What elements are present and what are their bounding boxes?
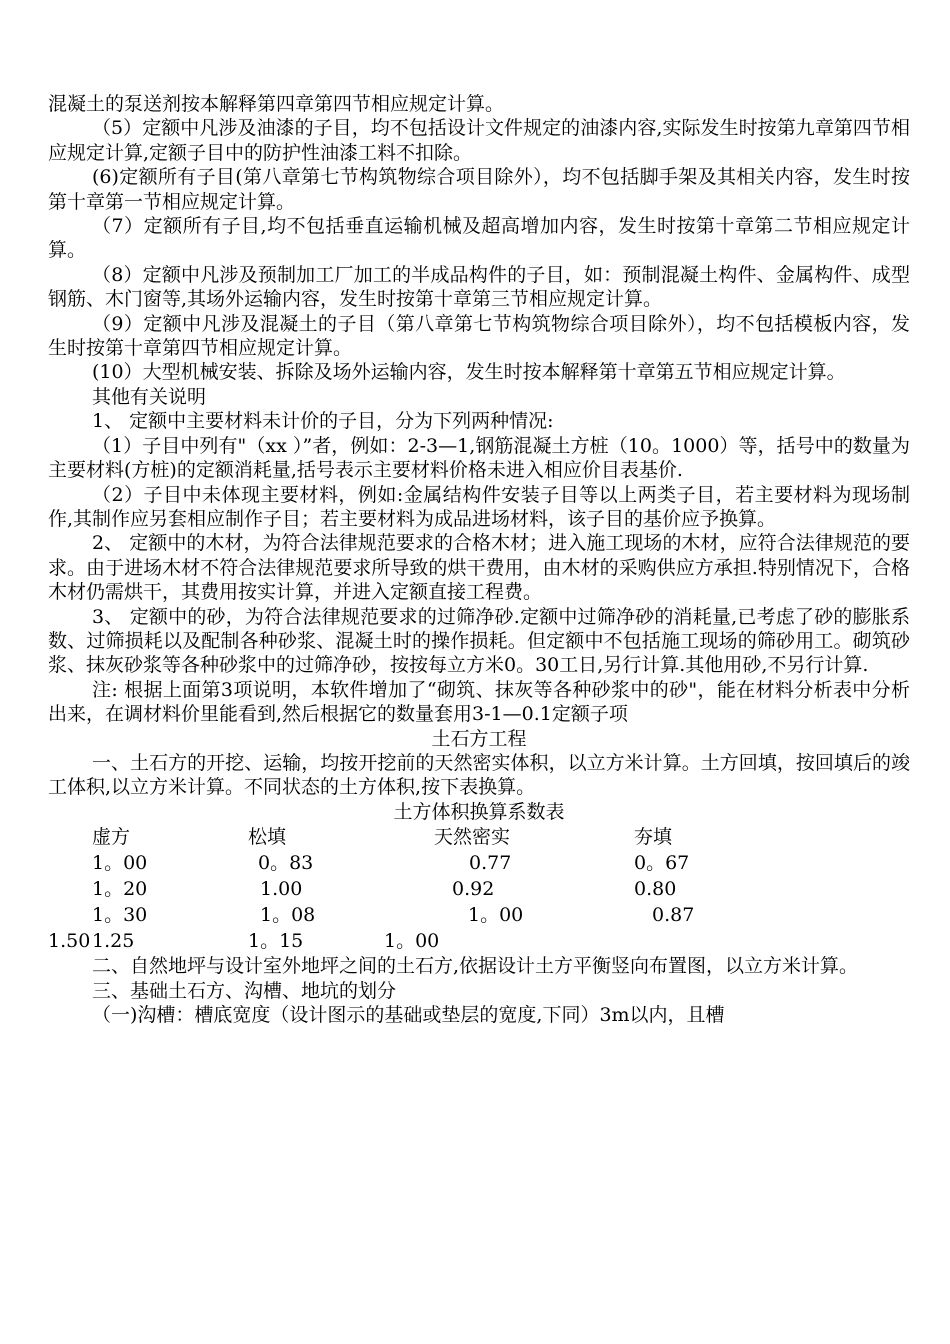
- table-cell: 1。00: [468, 903, 524, 926]
- paragraph: 二、自然地坪与设计室外地坪之间的土石方,依据设计土方平衡竖向布置图，以立方米计算。: [92, 955, 859, 978]
- table-cell: 0.80: [634, 877, 677, 900]
- paragraph: (10）大型机械安装、拆除及场外运输内容，发生时按本解释第十章第五节相应规定计算。: [92, 361, 846, 384]
- paragraph: 混凝土的泵送剂按本解释第四章第四节相应规定计算。: [48, 93, 505, 115]
- paragraph: （5）定额中凡涉及油漆的子目，均不包括设计文件规定的油漆内容,实际发生时按第九章第四节相应规定计算,定额子目中的防护性油漆工料不扣除。: [48, 117, 910, 164]
- paragraph: 3、 定额中的砂，为符合法律规范要求的过筛净砂.定额中过筛净砂的消耗量,已考虑了砂的膨胀系数、过筛损耗以及配制各种砂浆、混凝土时的操作损耗。但定额中不包括施工现场的筛砂用工。砌筑砂浆、抹灰砂浆等各种砂浆中的过筛净砂，按按每立方米0。30工日,另行计算.其他用砂,不另行计算.: [48, 605, 910, 677]
- table-row: [48, 876, 694, 902]
- table-header: 虚方: [92, 825, 131, 848]
- table-cell: 1。15: [248, 929, 304, 952]
- note-paragraph: 注: 根据上面第3项说明，本软件增加了“砌筑、抹灰等各种砂浆中的砂"，能在材料分析表中分析出来，在调材料价里能看到,然后根据它的数量套用3-1—0.1定额子项: [48, 678, 910, 726]
- table-row: [48, 850, 694, 876]
- table-cell: 1.25: [92, 929, 135, 952]
- paragraph: （1）子目中列有"（xx ）”者，例如：2-3—1,钢筋混凝土方桩（10。1000）等，括号中的数量为主要材料(方桩)的定额消耗量,括号表示主要材料价格未进入相应价目表基价.: [48, 434, 910, 482]
- table-cell: 1。00: [384, 929, 440, 952]
- table-header: 天然密实: [434, 825, 511, 848]
- table-cell: 0。83: [258, 851, 314, 874]
- table-header: 夯填: [634, 825, 673, 848]
- paragraph: (6)定额所有子目(第八章第七节构筑物综合项目除外），均不包括脚手架及其相关内容，发生时按第十章第一节相应规定计算。: [48, 166, 910, 213]
- table-header-row: [48, 824, 694, 850]
- paragraph: （8）定额中凡涉及预制加工厂加工的半成品构件的子目，如：预制混凝土构件、金属构件、成型钢筋、木门窗等,其场外运输内容，发生时按第十章第三节相应规定计算。: [48, 263, 910, 311]
- table-cell: 1.00: [260, 877, 303, 900]
- table-row: [48, 928, 694, 954]
- table-title: 土方体积换算系数表: [393, 800, 565, 823]
- paragraph: （9）定额中凡涉及混凝土的子目（第八章第七节构筑物综合项目除外），均不包括模板内容，发生时按第十章第四节相应规定计算。: [48, 312, 910, 360]
- document-page: [48, 92, 910, 1027]
- table-cell: 1。30: [92, 903, 148, 926]
- subheading: 其他有关说明: [92, 385, 207, 408]
- subheading: 三、基础土石方、沟槽、地坑的划分: [92, 979, 397, 1002]
- table-header: 松填: [248, 825, 287, 848]
- paragraph: 1、 定额中主要材料未计价的子目，分为下列两种情况:: [92, 410, 554, 433]
- table-cell: 1。20: [92, 877, 148, 900]
- table-cell: 0.87: [652, 903, 695, 926]
- paragraph: （7）定额所有子目,均不包括垂直运输机械及超高增加内容，发生时按第十章第二节相应规定计算。: [48, 215, 910, 262]
- table-cell: 0。67: [634, 851, 690, 874]
- conversion-table: [48, 824, 694, 954]
- paragraph: 一、土石方的开挖、运输，均按开挖前的天然密实体积，以立方米计算。土方回填，按回填后的竣工体积,以立方米计算。不同状态的土方体积,按下表换算。: [48, 751, 910, 799]
- paragraph: 2、 定额中的木材，为符合法律规范要求的合格木材；进入施工现场的木材，应符合法律规范的要求。由于进场木材不符合法律规范要求所导致的烘干费用，由木材的采购供应方承担.特别情况下，合格木材仍需烘干，其费用按实计算，并进入定额直接工程费。: [48, 532, 910, 604]
- section-title: 土石方工程: [431, 727, 527, 750]
- table-cell: 1。00: [92, 851, 148, 874]
- table-cell: 0.77: [469, 851, 512, 874]
- table-cell: 1。08: [260, 903, 316, 926]
- table-cell: 0.92: [452, 877, 495, 900]
- table-row: [48, 902, 694, 928]
- paragraph: （一)沟槽：槽底宽度（设计图示的基础或垫层的宽度,下同）3m以内，且槽: [92, 1004, 725, 1026]
- paragraph: （2）子目中未体现主要材料，例如:金属结构件安装子目等以上两类子目，若主要材料为现场制作,其制作应另套相应制作子目；若主要材料为成品进场材料，该子目的基价应予换算。: [48, 483, 910, 530]
- table-cell: 1.50: [48, 929, 91, 952]
